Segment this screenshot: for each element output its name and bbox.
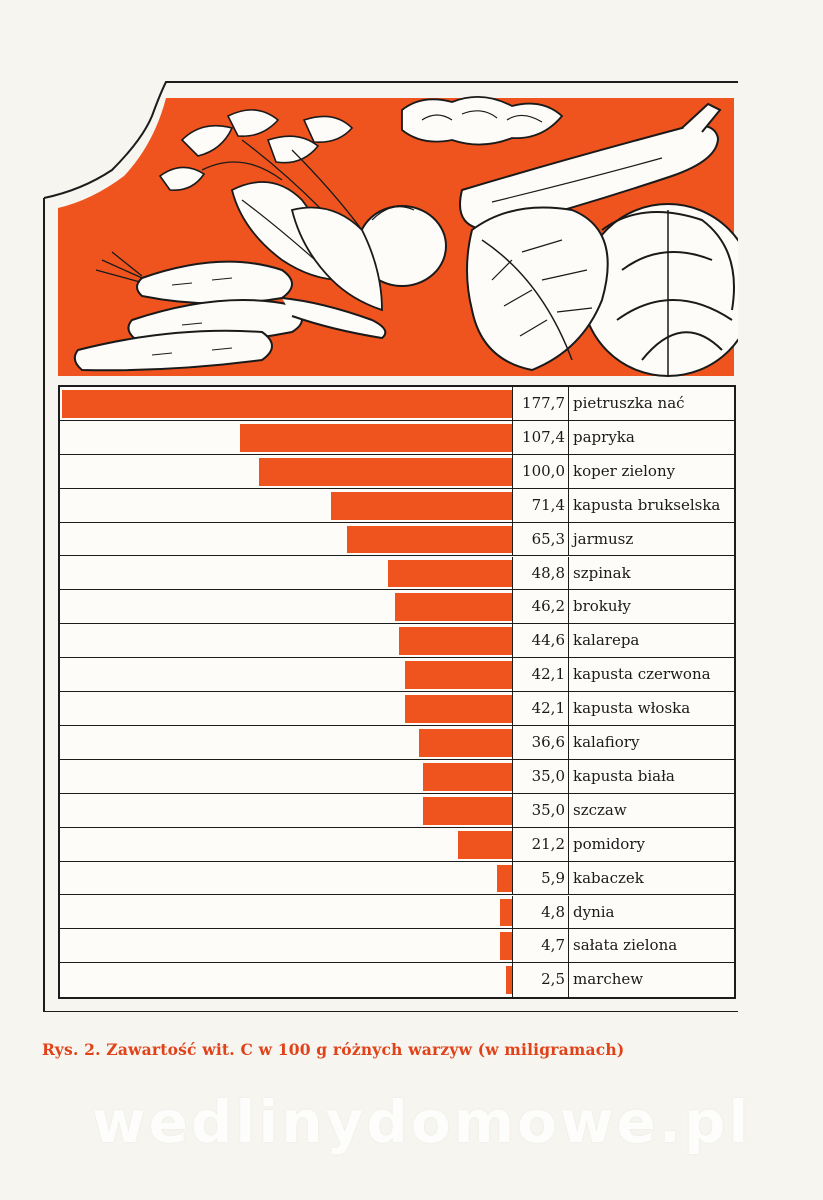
value-label: 46,2 xyxy=(512,590,568,624)
bar xyxy=(497,865,512,893)
value-label: 36,6 xyxy=(512,726,568,760)
bar xyxy=(347,526,512,554)
value-label: 42,1 xyxy=(512,658,568,692)
table-row xyxy=(60,692,734,726)
value-label: 71,4 xyxy=(512,489,568,523)
value-label: 42,1 xyxy=(512,692,568,726)
category-label: kalafiory xyxy=(568,726,734,760)
bar xyxy=(395,593,512,621)
vitamin-c-bar-table xyxy=(58,385,736,999)
category-label: kabaczek xyxy=(568,862,734,896)
category-label: kalarepa xyxy=(568,624,734,658)
category-label: koper zielony xyxy=(568,455,734,489)
table-row xyxy=(60,929,734,963)
value-label: 44,6 xyxy=(512,624,568,658)
value-label: 2,5 xyxy=(512,963,568,997)
table-row xyxy=(60,760,734,794)
value-label: 4,8 xyxy=(512,896,568,930)
bar xyxy=(458,831,512,859)
table-row xyxy=(60,828,734,862)
value-label: 21,2 xyxy=(512,828,568,862)
table-row xyxy=(60,455,734,489)
category-label: papryka xyxy=(568,421,734,455)
table-row xyxy=(60,794,734,828)
bar xyxy=(405,695,512,723)
value-label: 35,0 xyxy=(512,794,568,828)
value-label: 4,7 xyxy=(512,929,568,963)
bar xyxy=(331,492,512,520)
bar xyxy=(419,729,512,757)
value-label: 5,9 xyxy=(512,862,568,896)
bar xyxy=(240,424,512,452)
table-row xyxy=(60,658,734,692)
category-label: pomidory xyxy=(568,828,734,862)
table-row xyxy=(60,726,734,760)
category-label: pietruszka nać xyxy=(568,387,734,421)
bar xyxy=(423,797,512,825)
value-label: 107,4 xyxy=(512,421,568,455)
vegetables-illustration xyxy=(42,80,738,380)
category-label: sałata zielona xyxy=(568,929,734,963)
table-row xyxy=(60,489,734,523)
bar xyxy=(500,899,512,927)
category-label: kapusta biała xyxy=(568,760,734,794)
table-row xyxy=(60,896,734,930)
value-label: 35,0 xyxy=(512,760,568,794)
bar xyxy=(259,458,512,486)
table-row xyxy=(60,590,734,624)
category-label: kapusta włoska xyxy=(568,692,734,726)
table-row xyxy=(60,862,734,896)
category-label: kapusta brukselska xyxy=(568,489,734,523)
value-label: 65,3 xyxy=(512,523,568,557)
category-label: brokuły xyxy=(568,590,734,624)
bar xyxy=(62,390,512,418)
category-label: kapusta czerwona xyxy=(568,658,734,692)
bar xyxy=(500,932,512,960)
category-label: jarmusz xyxy=(568,523,734,557)
chart-caption: Rys. 2. Zawartość wit. C w 100 g różnych warzyw (w miligramach) xyxy=(42,1040,625,1059)
table-row xyxy=(60,387,734,421)
table-row xyxy=(60,523,734,557)
table-row xyxy=(60,624,734,658)
category-label: szczaw xyxy=(568,794,734,828)
value-label: 48,8 xyxy=(512,557,568,591)
table-row xyxy=(60,421,734,455)
value-label: 100,0 xyxy=(512,455,568,489)
value-label: 177,7 xyxy=(512,387,568,421)
table-row xyxy=(60,557,734,591)
bar xyxy=(405,661,512,689)
bar xyxy=(399,627,512,655)
watermark-text: wedlinydomowe.pl xyxy=(92,1088,752,1156)
category-label: szpinak xyxy=(568,557,734,591)
table-row xyxy=(60,963,734,997)
bar xyxy=(423,763,512,791)
bar xyxy=(388,560,512,588)
category-label: dynia xyxy=(568,896,734,930)
category-label: marchew xyxy=(568,963,734,997)
